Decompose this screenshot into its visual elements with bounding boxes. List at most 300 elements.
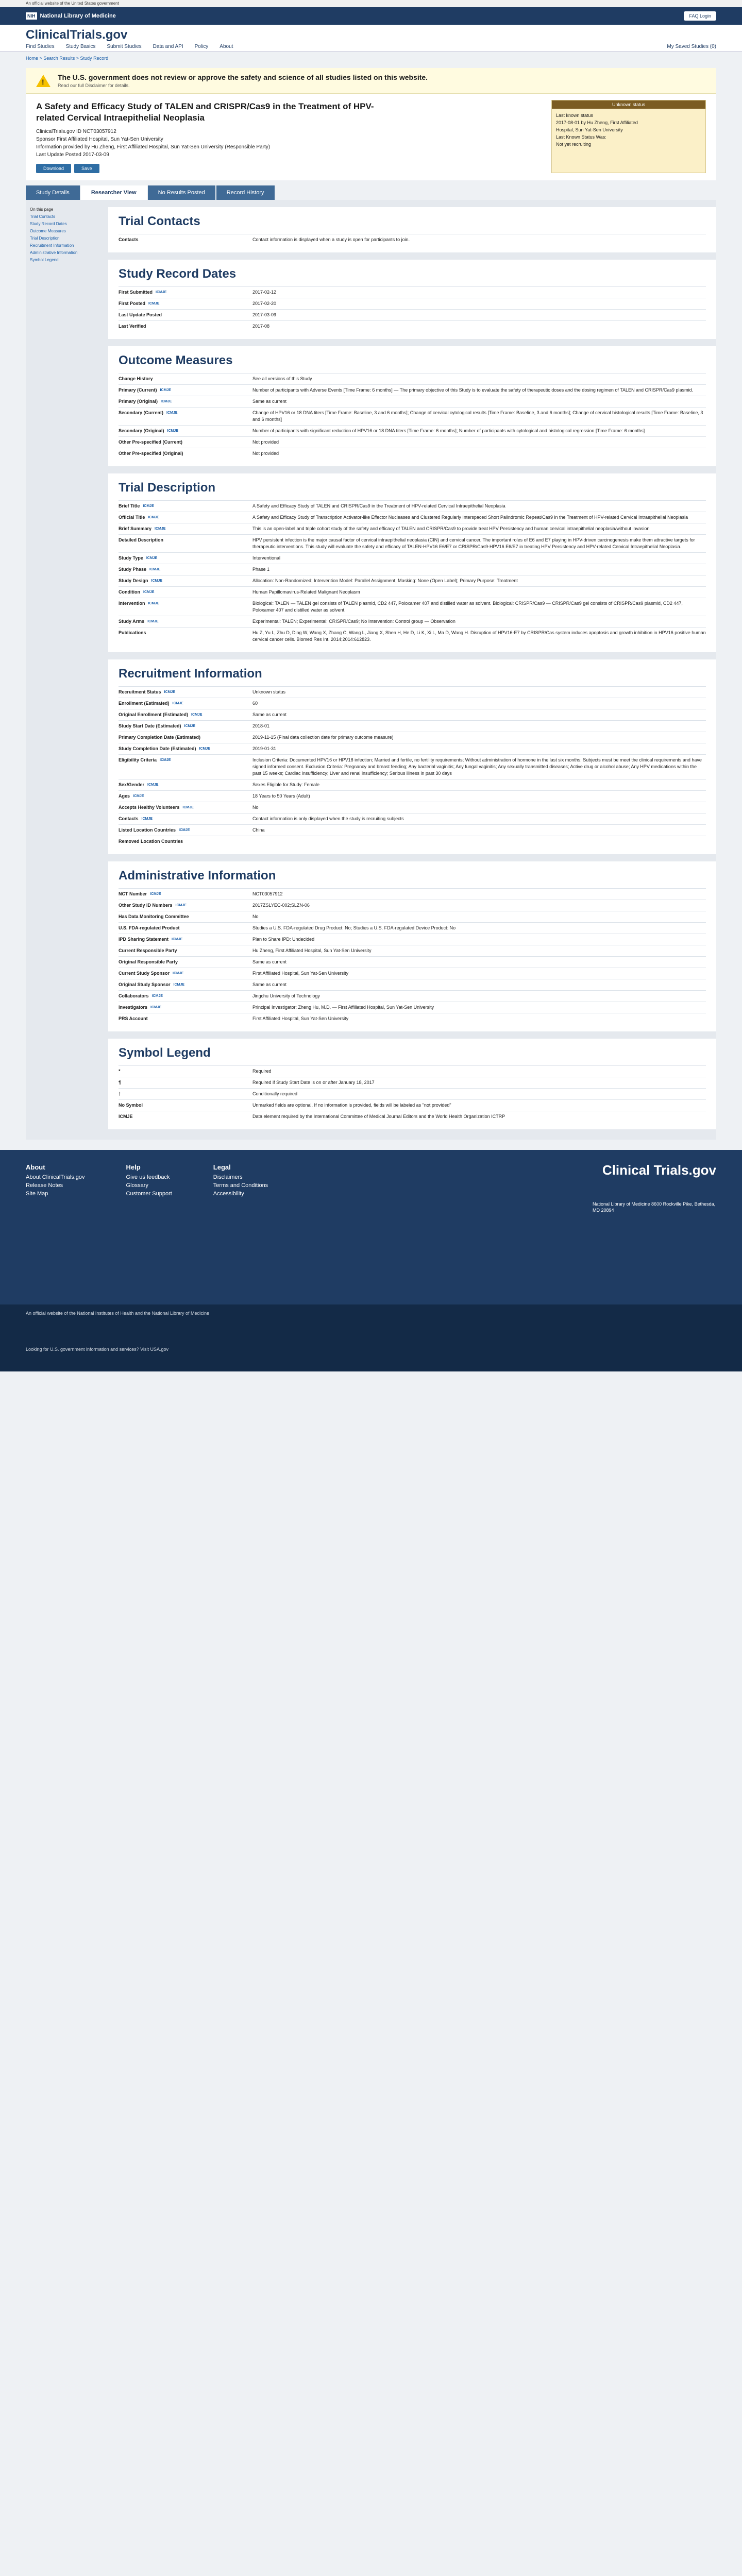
faq-login-button[interactable]: FAQ Login <box>684 11 716 21</box>
field-label <box>119 566 252 573</box>
field-row <box>119 945 706 956</box>
field-value: Contact information is only displayed when the study is recruiting subjects <box>252 816 404 821</box>
footer-link[interactable]: Give us feedback <box>126 1174 170 1180</box>
field-label <box>119 600 252 614</box>
field-label-text: Primary (Original) <box>119 399 158 404</box>
section-card <box>108 659 716 854</box>
icmje-link[interactable]: ICMJE <box>172 938 183 941</box>
footer-link[interactable]: Accessibility <box>213 1191 244 1197</box>
icmje-link[interactable]: ICMJE <box>155 527 166 531</box>
field-row <box>119 575 706 586</box>
icmje-link[interactable]: ICMJE <box>184 724 195 728</box>
icmje-link[interactable]: ICMJE <box>182 806 194 809</box>
field-label-text: Study Phase <box>119 567 147 572</box>
field-value: 2017-08 <box>252 324 270 329</box>
field-row <box>119 990 706 1002</box>
sidebar-item[interactable]: Recruitment Information <box>30 243 74 248</box>
field-row <box>119 298 706 309</box>
status-badge: Unknown status <box>552 100 705 109</box>
field-value: Biological: TALEN — TALEN gel consists of TALEN plasmid, CD2 447, Poloxamer 407 and distilled water as solvent. Biological: CRISPR/Cas9 — CRISPR/Cas9 gel consists of CRISPR/Cas9 plasmid, CD2 447, Poloxamer 407 and distilled water as solvent. <box>252 601 683 613</box>
field-label-text: PRS Account <box>119 1016 148 1021</box>
section-title: Recruitment Information <box>119 667 262 681</box>
field-label <box>119 1102 252 1109</box>
field-row <box>119 709 706 720</box>
field-label <box>119 959 252 965</box>
field-value: 18 Years to 50 Years (Adult) <box>252 793 310 799</box>
field-row <box>119 309 706 320</box>
icmje-link[interactable]: ICMJE <box>179 828 190 832</box>
field-label <box>119 526 252 532</box>
field-row <box>119 900 706 911</box>
section-title: Symbol Legend <box>119 1046 211 1060</box>
field-value: HPV persistent infection is the major causal factor of cervical intraepithelial neoplasia (CIN) and cervical cancer. The important roles of E6 and E7 playing in HPV-driven carcinogenesis make them attractive targets for therapeutic interventions. This study will evaluate the safety and efficacy of TALEN-HPV16 E6/E7 or CRISPR/Cas9-HPV16 E6/E7 in treating HPV Persistency and HPV-related Cervical Intraepithelial Neoplasia. <box>252 537 695 549</box>
field-label-text: ICMJE <box>119 1114 133 1119</box>
field-label <box>119 970 252 977</box>
field-label-text: Change History <box>119 376 153 381</box>
tab-study-details[interactable]: Study Details <box>26 185 80 200</box>
field-label <box>119 376 252 382</box>
field-row <box>119 754 706 779</box>
field-label <box>119 891 252 897</box>
footer-col <box>26 1163 85 1199</box>
sidebar-item[interactable]: Trial Description <box>30 236 60 241</box>
sidebar-item[interactable]: Study Record Dates <box>30 222 67 226</box>
field-label-text: Contacts <box>119 816 139 821</box>
field-label <box>119 745 252 752</box>
footer-address: National Library of Medicine 8600 Rockville Pike, Bethesda, MD 20894 <box>593 1201 716 1213</box>
field-label <box>119 689 252 696</box>
nav-study-basics[interactable]: Study Basics <box>65 44 96 49</box>
field-row <box>119 407 706 425</box>
section-title: Trial Contacts <box>119 214 200 228</box>
field-row <box>119 436 706 448</box>
field-value: A Safety and Efficacy Study of Transcription Activator-like Effector Nucleases and Clustered Regularly Interspaced Short Palindromic Repeat/Cas9 in the Treatment of HPV-related Cervical Intraepithelial Neoplasia <box>252 515 688 520</box>
breadcrumb[interactable]: Home > Search Results > Study Record <box>0 52 742 65</box>
section-card <box>108 346 716 466</box>
section-title: Study Record Dates <box>119 267 237 281</box>
field-row <box>119 836 706 847</box>
field-label <box>119 410 252 423</box>
field-value <box>252 838 706 845</box>
field-row <box>119 627 706 645</box>
icmje-link[interactable]: ICMJE <box>156 291 167 294</box>
field-label-text: Investigators <box>119 1005 148 1010</box>
section-title: Administrative Information <box>119 869 276 883</box>
field-value: Unknown status <box>252 689 286 694</box>
field-value: First Affiliated Hospital, Sun Yat-Sen University <box>252 1016 349 1021</box>
field-value: Data element required by the International Committee of Medical Journal Editors and the World Health Organization ICTRP <box>252 1114 505 1119</box>
field-value: Inclusion Criteria: Documented HPV16 or HPV18 infection; Married and fertile, no fertility requirements; Without administration of hormone in the last six months; Subjects must be meet the clinical requirements and have signed informed consent. Exclusion Criteria: Pregnancy and breast feeding; Any bacterial vaginitis; Any fungal vaginitis; Any sexually transmitted diseases; Active drug or alcohol abuse; Any HPV medications within the past 15 weeks; Cardiac insufficiency; Liver and renal insufficiency; Serious illness in past 30 days <box>252 757 702 776</box>
field-value: Same as current <box>252 982 287 987</box>
section-title: Outcome Measures <box>119 353 233 367</box>
field-label-text: Intervention <box>119 601 145 606</box>
field-label <box>119 1068 252 1075</box>
field-row <box>119 956 706 968</box>
icmje-link[interactable]: ICMJE <box>143 504 154 508</box>
main-nav <box>26 44 716 49</box>
tab-no-results[interactable]: No Results Posted <box>148 185 215 200</box>
nav-data-api[interactable]: Data and API <box>153 44 183 49</box>
field-value: Same as current <box>252 399 287 404</box>
field-label <box>119 1079 252 1086</box>
field-label <box>119 902 252 909</box>
field-label <box>119 1004 252 1011</box>
footer-nih: An official website of the National Institutes of Health and the National Library of Medicine <box>26 1311 210 1316</box>
field-label-text: Study Completion Date (Estimated) <box>119 746 196 751</box>
field-row <box>119 234 706 245</box>
icmje-link[interactable]: ICMJE <box>161 400 172 403</box>
field-label <box>119 913 252 920</box>
field-label-text: Study Type <box>119 555 143 561</box>
field-label <box>119 555 252 562</box>
disclaimer-title: The U.S. government does not review or approve the safety and science of all studies listed on this website. <box>58 73 428 81</box>
field-label-text: Has Data Monitoring Committee <box>119 914 189 919</box>
nav-submit-studies[interactable]: Submit Studies <box>107 44 142 49</box>
field-label <box>119 723 252 730</box>
sidebar-item[interactable]: Symbol Legend <box>30 258 59 262</box>
field-label-text: Secondary (Current) <box>119 410 164 415</box>
field-label-text: Official Title <box>119 515 145 520</box>
sections <box>103 200 716 1129</box>
status-line: Not yet recruiting <box>556 142 592 147</box>
tab-record-history[interactable]: Record History <box>216 185 275 200</box>
field-label-text: Original Responsible Party <box>119 959 178 964</box>
icmje-link[interactable]: ICMJE <box>173 972 184 975</box>
warning-icon <box>36 75 50 87</box>
field-row <box>119 1111 706 1122</box>
footer-col-title: Legal <box>213 1163 231 1171</box>
field-label-text: Brief Summary <box>119 526 152 531</box>
status-line: Last known status <box>556 113 594 118</box>
gov-banner: An official website of the United States government <box>0 0 742 7</box>
icmje-link[interactable]: ICMJE <box>149 568 161 571</box>
field-value: China <box>252 827 265 833</box>
field-row <box>119 1065 706 1077</box>
field-label <box>119 514 252 521</box>
icmje-link[interactable]: ICMJE <box>151 994 163 998</box>
field-label-text: Ages <box>119 793 130 799</box>
field-label <box>119 630 252 643</box>
nlm-header <box>0 7 742 25</box>
field-row <box>119 911 706 922</box>
tab-bar <box>26 185 716 200</box>
field-label <box>119 782 252 788</box>
usa-gov-link[interactable]: Looking for U.S. government information and services? Visit USA.gov <box>26 1347 168 1352</box>
sidebar-item[interactable]: Trial Contacts <box>30 214 56 219</box>
nlm-logo[interactable]: NIH National Library of Medicine <box>26 12 116 20</box>
icmje-link[interactable]: ICMJE <box>148 302 160 306</box>
icmje-link[interactable]: ICMJE <box>141 817 153 821</box>
field-row <box>119 779 706 790</box>
field-label-text: Publications <box>119 630 146 635</box>
field-label <box>119 312 252 318</box>
footer-link[interactable]: Release Notes <box>26 1182 63 1189</box>
field-label-text: Current Responsible Party <box>119 948 177 953</box>
field-row <box>119 979 706 990</box>
field-row <box>119 373 706 384</box>
field-label-text: Original Study Sponsor <box>119 982 171 987</box>
status-line: Last Known Status Was: <box>556 134 606 140</box>
field-label-text: IPD Sharing Statement <box>119 937 169 942</box>
field-label <box>119 734 252 741</box>
field-label <box>119 289 252 296</box>
field-label <box>119 589 252 596</box>
field-row <box>119 720 706 732</box>
field-value: Hu Z, Yu L, Zhu D, Ding W, Wang X, Zhang C, Wang L, Jiang X, Shen H, He D, Li K, Xi L, Ma D, Wang H. Disruption of HPV16-E7 by CRISPR/Cas system induces apoptosis and growth inhibition in HPV16 positive human cervical cancer cells. Biomed Res Int. 2014;2014:612823. <box>252 630 706 642</box>
field-row <box>119 1013 706 1024</box>
field-label <box>119 1091 252 1097</box>
site-brand[interactable]: ClinicalTrials.gov <box>26 28 128 42</box>
field-row <box>119 698 706 709</box>
field-row <box>119 500 706 512</box>
field-label-text: Collaborators <box>119 993 149 998</box>
field-row <box>119 1099 706 1111</box>
study-header <box>26 94 716 180</box>
field-value: Phase 1 <box>252 567 270 572</box>
field-row <box>119 586 706 598</box>
footer-link[interactable]: About ClinicalTrials.gov <box>26 1174 85 1180</box>
field-value: Not provided <box>252 439 279 445</box>
field-value: 2017-02-12 <box>252 290 277 295</box>
status-line: 2017-08-01 by Hu Zheng, First Affiliated <box>556 120 638 125</box>
footer-brand[interactable]: Clinical Trials.gov <box>602 1162 716 1178</box>
field-label-text: Primary (Current) <box>119 387 157 393</box>
field-row <box>119 1077 706 1088</box>
field-value: 2017ZSLYEC-002;SLZN-06 <box>252 903 310 908</box>
field-label <box>119 450 252 457</box>
field-value: Contact information is displayed when a study is open for participants to join. <box>252 237 410 242</box>
field-value: Change of HPV16 or 18 DNA titers [Time Frame: Baseline, 3 and 6 months]; Change of cervical cytological results [Time Frame: Baseline, 3 and 6 months]; Change of cervical histological results [Time Frame: Baseline, 3 and 6 months] <box>252 410 703 422</box>
field-value: Hu Zheng, First Affiliated Hospital, Sun Yat-Sen University <box>252 948 372 953</box>
field-label-text: Contacts <box>119 237 139 242</box>
field-label-text: First Posted <box>119 301 146 306</box>
nav-about[interactable]: About <box>220 44 233 49</box>
field-label <box>119 1113 252 1120</box>
field-value: NCT03057912 <box>252 891 283 896</box>
field-value: Experimental: TALEN; Experimental: CRISPR/Cas9; No Intervention: Control group — Observation <box>252 619 456 624</box>
field-value: Same as current <box>252 959 287 964</box>
icmje-link[interactable]: ICMJE <box>150 892 161 896</box>
field-label <box>119 711 252 718</box>
field-label <box>119 947 252 954</box>
field-label-text: Enrollment (Estimated) <box>119 701 170 706</box>
field-value: Required if Study Start Date is on or after January 18, 2017 <box>252 1080 375 1085</box>
footer-link[interactable]: Terms and Conditions <box>213 1182 268 1189</box>
section-card <box>108 260 716 339</box>
field-row <box>119 888 706 900</box>
field-label-text: Accepts Healthy Volunteers <box>119 805 180 810</box>
field-label-text: Original Enrollment (Estimated) <box>119 712 189 717</box>
field-label-text: Study Start Date (Estimated) <box>119 723 181 728</box>
field-row <box>119 1088 706 1099</box>
field-value: 2019-11-15 (Final data collection date for primary outcome measure) <box>252 735 394 740</box>
field-label <box>119 398 252 405</box>
icmje-link[interactable]: ICMJE <box>148 516 159 519</box>
field-label-text: Study Arms <box>119 619 145 624</box>
field-label-text: Primary Completion Date (Estimated) <box>119 735 201 740</box>
field-label-text: Listed Location Countries <box>119 827 176 833</box>
icmje-link[interactable]: ICMJE <box>147 620 159 623</box>
field-label-text: Other Pre-specified (Original) <box>119 451 183 456</box>
status-details <box>552 109 705 151</box>
field-label-text: Recruitment Status <box>119 689 161 694</box>
field-row <box>119 968 706 979</box>
field-label <box>119 1015 252 1022</box>
download-button[interactable]: Download <box>36 164 71 173</box>
field-value: 2017-02-20 <box>252 301 277 306</box>
field-label-text: Other Study ID Numbers <box>119 903 173 908</box>
field-value: 2019-01-31 <box>252 746 277 751</box>
section-card <box>108 473 716 652</box>
section-card <box>108 207 716 252</box>
field-label-text: ¶ <box>119 1080 122 1085</box>
field-label <box>119 700 252 707</box>
footer-link[interactable]: Disclaimers <box>213 1174 243 1180</box>
field-label <box>119 838 252 845</box>
tab-researcher-view[interactable]: Researcher View <box>81 185 147 200</box>
field-label <box>119 936 252 943</box>
field-label <box>119 981 252 988</box>
field-label <box>119 578 252 584</box>
field-label-text: * <box>119 1069 121 1074</box>
field-row <box>119 534 706 552</box>
field-value: Studies a U.S. FDA-regulated Drug Product: No; Studies a U.S. FDA-regulated Device Product: No <box>252 925 456 930</box>
nav-policy[interactable]: Policy <box>194 44 209 49</box>
field-row <box>119 934 706 945</box>
field-value: Unmarked fields are optional. If no information is provided, fields will be labeled as "not provided" <box>252 1103 451 1108</box>
field-value: Sexes Eligible for Study: Female <box>252 782 320 787</box>
field-row <box>119 824 706 836</box>
icmje-link[interactable]: ICMJE <box>164 690 175 694</box>
field-row <box>119 813 706 824</box>
field-row <box>119 743 706 754</box>
field-label <box>119 387 252 394</box>
footer-col-title: Help <box>126 1163 141 1171</box>
icmje-link[interactable]: ICMJE <box>191 713 203 717</box>
field-label-text: Study Design <box>119 578 148 583</box>
footer-link[interactable]: Site Map <box>26 1191 48 1197</box>
icmje-link[interactable]: ICMJE <box>160 758 171 762</box>
field-label <box>119 793 252 800</box>
footer-col <box>213 1163 268 1199</box>
icmje-link[interactable]: ICMJE <box>175 904 187 907</box>
icmje-link[interactable]: ICMJE <box>166 411 178 415</box>
field-value: Required <box>252 1069 272 1074</box>
field-label <box>119 618 252 625</box>
field-row <box>119 384 706 396</box>
field-label-text: First Submitted <box>119 290 153 295</box>
field-row <box>119 732 706 743</box>
icmje-link[interactable]: ICMJE <box>143 590 155 594</box>
field-label-text: Removed Location Countries <box>119 839 183 844</box>
field-value: Human Papillomavirus-Related Malignant Neoplasm <box>252 589 360 595</box>
sidebar <box>26 200 103 1129</box>
disclaimer-sub[interactable]: Read our full Disclaimer for details. <box>58 83 130 88</box>
field-value: Conditionally required <box>252 1091 298 1096</box>
field-label <box>119 804 252 811</box>
field-row <box>119 552 706 564</box>
field-label <box>119 323 252 330</box>
saved-studies-link[interactable]: My Saved Studies (0) <box>667 44 716 49</box>
save-button[interactable]: Save <box>74 164 99 173</box>
field-label <box>119 503 252 510</box>
icmje-link[interactable]: ICMJE <box>133 794 144 798</box>
field-label-text: Brief Title <box>119 503 140 509</box>
status-line: Hospital, Sun Yat-Sen University <box>556 127 623 132</box>
icmje-link[interactable]: ICMJE <box>167 429 178 433</box>
field-row <box>119 564 706 575</box>
field-row <box>119 425 706 436</box>
section-card <box>108 1039 716 1129</box>
field-row <box>119 286 706 298</box>
field-label-text: Current Study Sponsor <box>119 971 170 976</box>
field-value: This is an open-label and triple cohort study of the safety and efficacy of TALEN and CRISPR/Cas9 to provide treat HPV Persistency and human cervical intraepithelial neoplasia/without invasion <box>252 526 650 531</box>
icmje-link[interactable]: ICMJE <box>148 602 159 605</box>
field-value: Not provided <box>252 451 279 456</box>
field-label-text: Eligibility Criteria <box>119 757 157 762</box>
field-label <box>119 439 252 446</box>
field-value: A Safety and Efficacy Study of TALEN and CRISPR/Cas9 in the Treatment of HPV-related Cervical Intraepithelial Neoplasia <box>252 503 505 509</box>
page-title: A Safety and Efficacy Study of TALEN and CRISPR/Cas9 in the Treatment of HPV-related Cervical Intraepithelial Neoplasia <box>36 101 374 123</box>
icmje-link[interactable]: ICMJE <box>173 983 184 987</box>
icmje-link[interactable]: ICMJE <box>199 747 210 751</box>
field-value: No <box>252 805 259 810</box>
field-value: Principal Investigator: Zheng Hu, M.D. — First Affiliated Hospital, Sun Yat-Sen University <box>252 1005 434 1010</box>
footer-col-title: About <box>26 1163 45 1171</box>
field-label-text: Last Verified <box>119 324 146 329</box>
icmje-link[interactable]: ICMJE <box>150 1006 162 1009</box>
nav-find-studies[interactable]: Find Studies <box>26 44 55 49</box>
sidebar-item[interactable]: Outcome Measures <box>30 229 66 233</box>
icmje-link[interactable]: ICMJE <box>172 702 183 705</box>
field-row <box>119 1002 706 1013</box>
footer-link[interactable]: Customer Support <box>126 1191 172 1197</box>
disclaimer-banner <box>26 68 716 94</box>
field-value: See all versions of this Study <box>252 376 312 381</box>
field-row <box>119 320 706 332</box>
field-row <box>119 616 706 627</box>
section-title: Trial Description <box>119 481 216 495</box>
field-value: Jingchu University of Technology <box>252 993 320 998</box>
icmje-link[interactable]: ICMJE <box>151 579 162 583</box>
status-box <box>551 100 706 173</box>
field-value: 2017-03-09 <box>252 312 277 317</box>
site-header <box>0 25 742 52</box>
info-provider: Information provided by Hu Zheng, First Affiliated Hospital, Sun Yat-Sen University (Responsible Party) <box>36 144 271 150</box>
sponsor: Sponsor First Affiliated Hospital, Sun Yat-Sen University <box>36 137 163 142</box>
icmje-link[interactable]: ICMJE <box>146 556 158 560</box>
section-card <box>108 861 716 1031</box>
sidebar-item[interactable]: Administrative Information <box>30 250 78 255</box>
icmje-link[interactable]: ICMJE <box>147 783 159 787</box>
field-row <box>119 790 706 802</box>
field-row <box>119 523 706 534</box>
field-label-text: Secondary (Original) <box>119 428 164 433</box>
main-content <box>26 200 716 1140</box>
field-label <box>119 300 252 307</box>
sidebar-title: On this page <box>30 207 54 212</box>
icmje-link[interactable]: ICMJE <box>160 388 171 392</box>
field-value: Number of participants with significant reduction of HPV16 or 18 DNA titers [Time Frame: 6 months]; Number of participants with cytological and histological regression [Time Frame: 6 months] <box>252 428 645 433</box>
field-row <box>119 686 706 698</box>
field-label <box>119 537 252 550</box>
field-label-text: NCT Number <box>119 891 147 896</box>
field-label <box>119 827 252 834</box>
footer-link[interactable]: Glossary <box>126 1182 148 1189</box>
field-label-text: † <box>119 1091 122 1096</box>
field-label <box>119 925 252 931</box>
field-value: First Affiliated Hospital, Sun Yat-Sen University <box>252 971 349 976</box>
